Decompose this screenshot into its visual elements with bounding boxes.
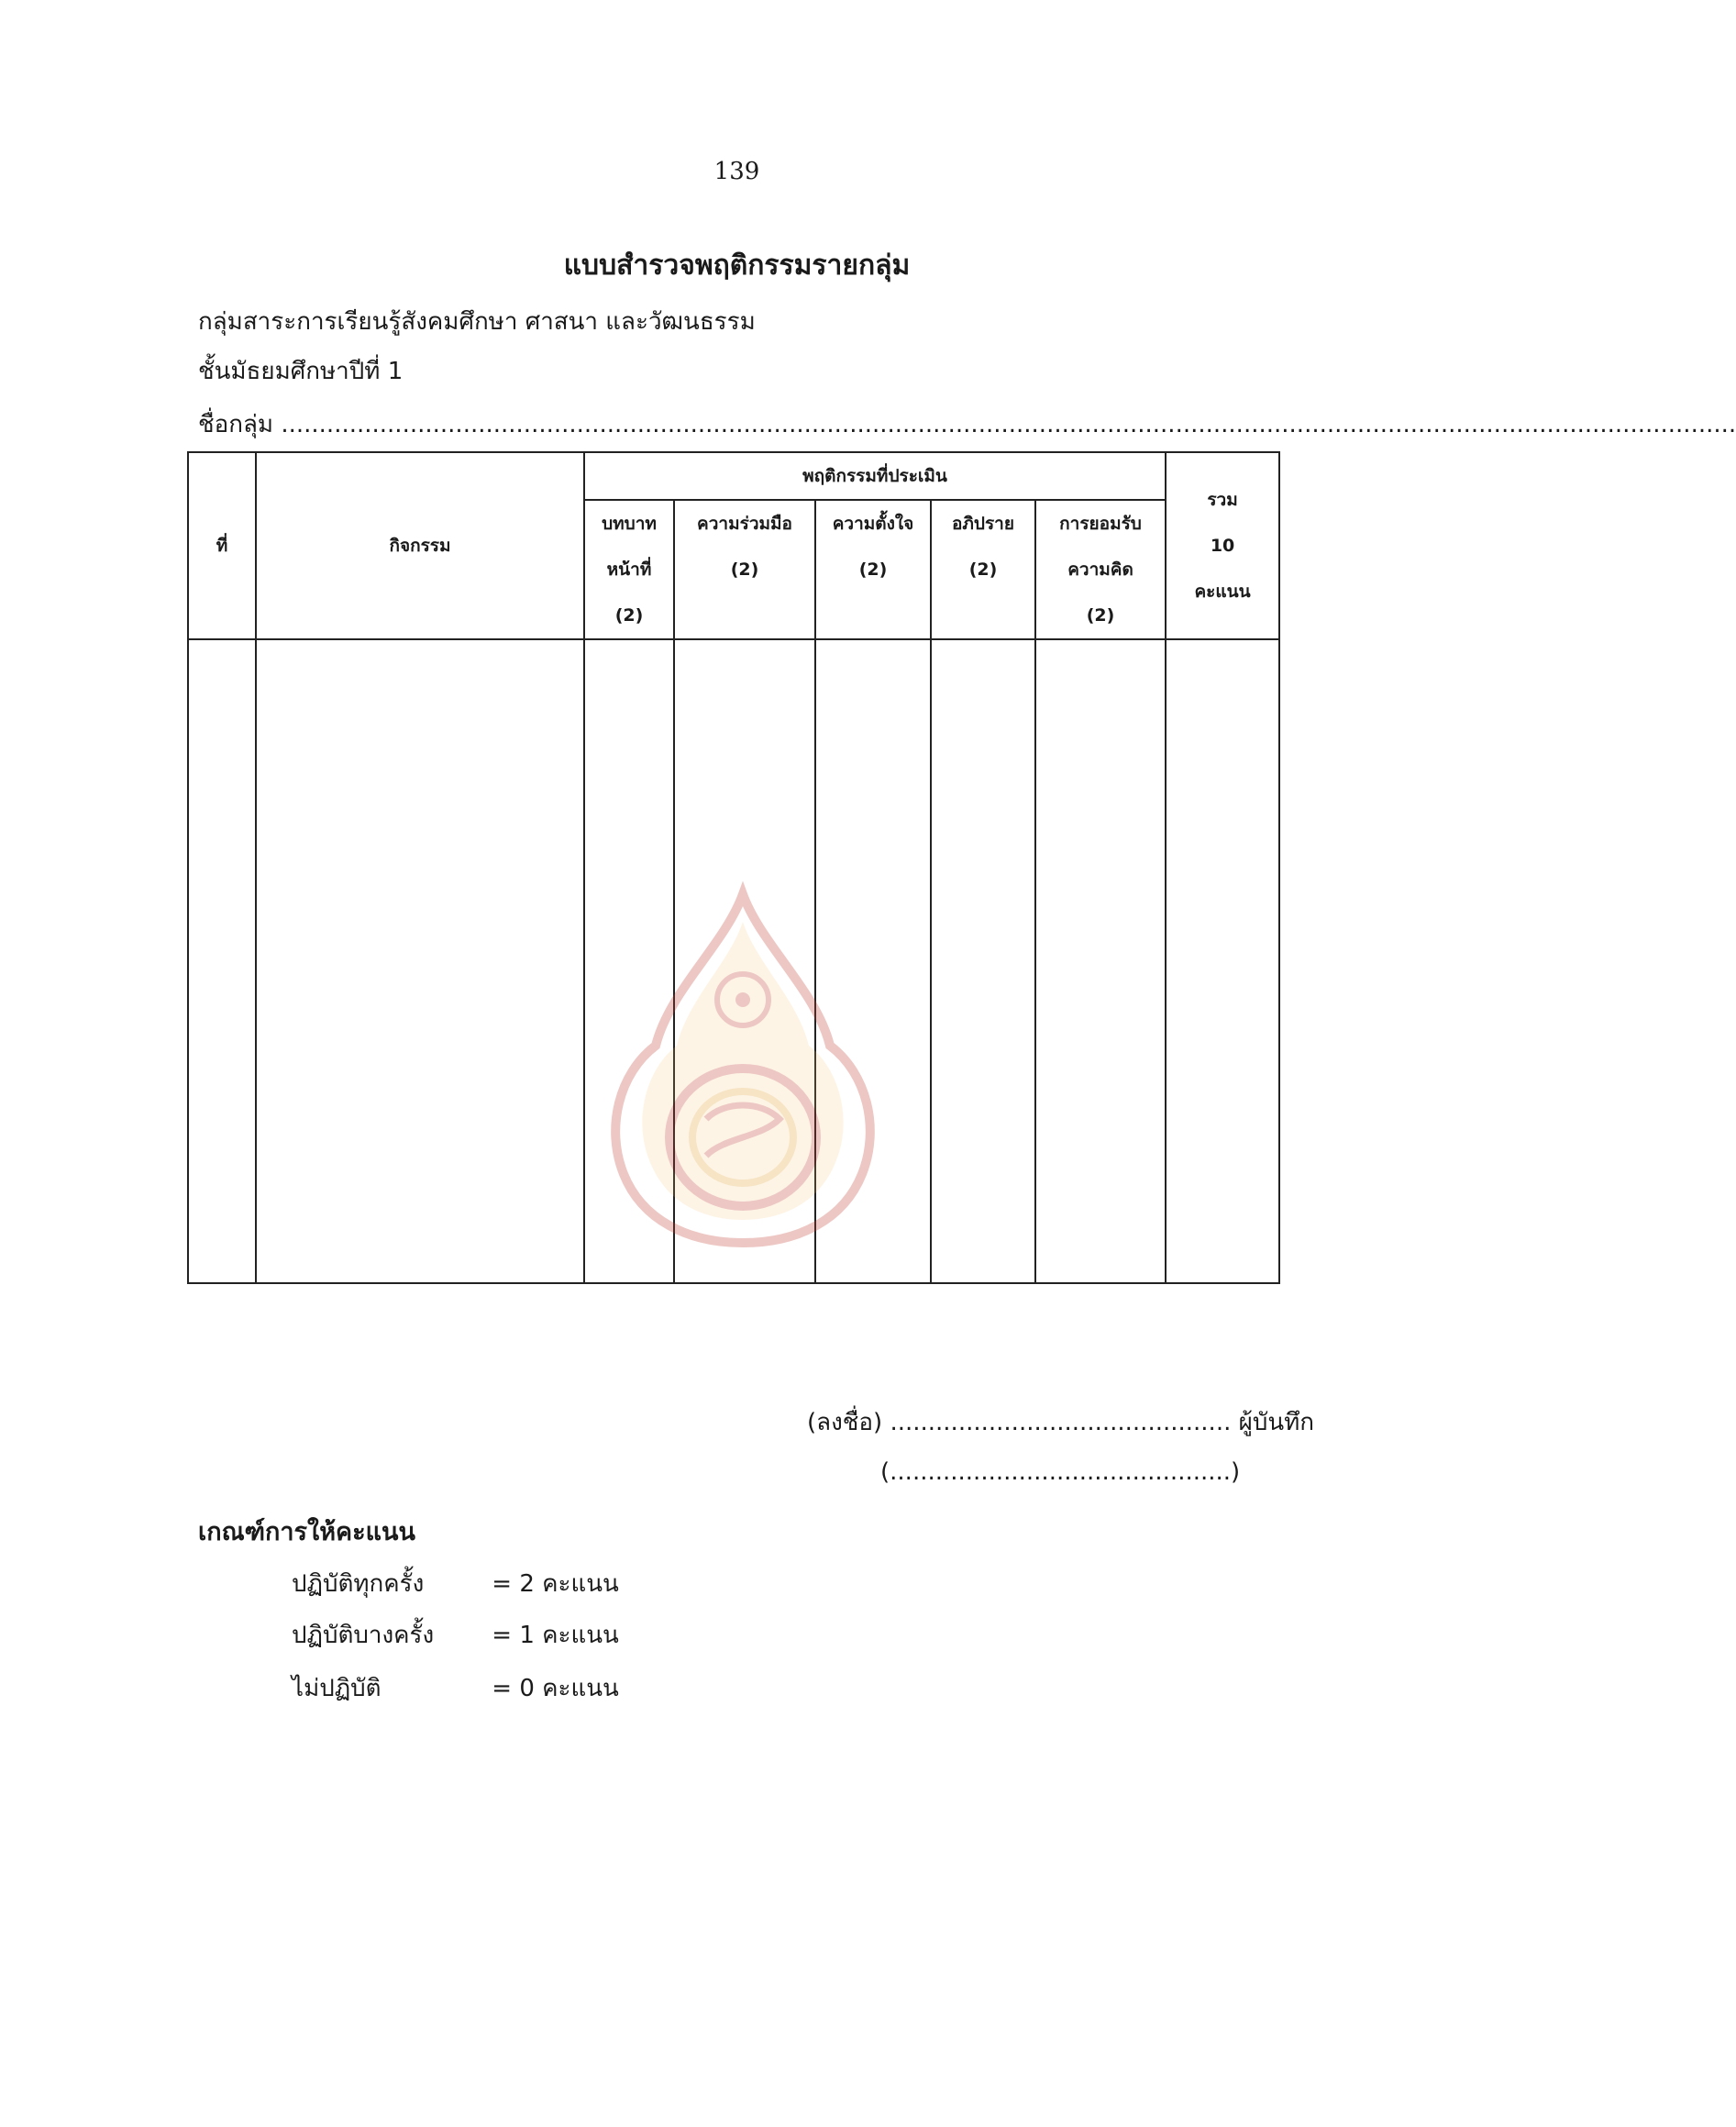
criteria-label: ปฏิบัติบางครั้ง	[292, 1622, 435, 1649]
criteria-label: ปฏิบัติทุกครั้ง	[292, 1570, 425, 1598]
evaluation-table	[187, 451, 1280, 1284]
acceptance-line3: (2)	[1086, 605, 1115, 626]
attention-line1: ความตั้งใจ	[832, 514, 914, 534]
header-no: ที่	[188, 452, 256, 639]
header-acceptance	[1035, 500, 1166, 639]
criteria-item	[292, 1565, 619, 1602]
criteria-item	[292, 1616, 619, 1654]
discussion-line1: อภิปราย	[951, 514, 1014, 534]
attention-line2: (2)	[858, 559, 888, 580]
total-line2: 10	[1210, 536, 1235, 556]
header-activity: กิจกรรม	[256, 452, 584, 639]
criteria-title: เกณฑ์การให้คะแนน	[198, 1518, 415, 1546]
grade-level: ชั้นมัธยมศึกษาปีที่ 1	[198, 358, 404, 385]
criteria-item	[292, 1669, 619, 1707]
header-behaviors-group: พฤติกรรมที่ประเมิน	[584, 452, 1166, 500]
role-line1: บทบาท	[602, 514, 657, 534]
criteria-value: = 0 คะแนน	[492, 1675, 619, 1702]
evaluation-table-wrap	[187, 451, 1278, 1284]
subject-group: กลุ่มสาระการเรียนรู้สังคมศึกษา ศาสนา และวัฒนธรรม	[198, 308, 756, 336]
header-attention	[815, 500, 931, 639]
acceptance-line2: ความคิด	[1067, 559, 1133, 580]
header-cooperation	[674, 500, 815, 639]
signature-line: (ลงชื่อ) ............................................. ผู้บันทึก	[807, 1409, 1315, 1436]
total-line3: คะแนน	[1194, 582, 1251, 602]
criteria-value: = 2 คะแนน	[492, 1570, 619, 1598]
cell-discussion[interactable]	[931, 639, 1035, 1283]
page-number: 139	[713, 158, 760, 185]
discussion-line2: (2)	[968, 559, 998, 580]
cell-cooperation[interactable]	[674, 639, 815, 1283]
cooperation-line2: (2)	[730, 559, 759, 580]
cooperation-line1: ความร่วมมือ	[697, 514, 792, 534]
header-total	[1166, 452, 1279, 639]
cell-activity[interactable]	[256, 639, 584, 1283]
role-line3: (2)	[614, 605, 644, 626]
acceptance-line1: การยอมรับ	[1059, 514, 1142, 534]
signature-name-parentheses: (.............................................)	[880, 1458, 1241, 1486]
criteria-value: = 1 คะแนน	[492, 1622, 619, 1649]
form-title: แบบสำรวจพฤติกรรมรายกลุ่ม	[563, 249, 911, 282]
role-line2: หน้าที่	[606, 559, 652, 580]
cell-no[interactable]	[188, 639, 256, 1283]
cell-total[interactable]	[1166, 639, 1279, 1283]
total-line1: รวม	[1207, 490, 1238, 510]
cell-attention[interactable]	[815, 639, 931, 1283]
header-role	[584, 500, 674, 639]
group-name-field: ชื่อกลุ่ม ................................................................................................................................................................................................	[198, 411, 1736, 438]
header-discussion	[931, 500, 1035, 639]
criteria-label: ไม่ปฏิบัติ	[292, 1675, 381, 1702]
cell-role[interactable]	[584, 639, 674, 1283]
cell-acceptance[interactable]	[1035, 639, 1166, 1283]
